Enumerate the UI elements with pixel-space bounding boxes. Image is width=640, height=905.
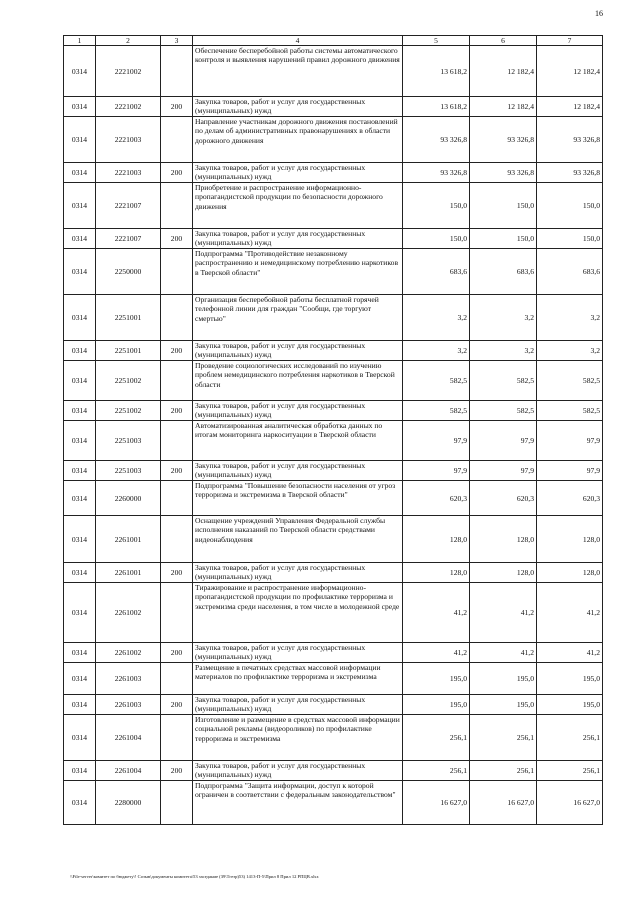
amount-col-7-cell: 128,0 xyxy=(537,563,603,583)
table-row xyxy=(64,715,603,761)
table-row xyxy=(64,341,603,361)
expense-type-cell: 200 xyxy=(161,163,193,183)
target-article-cell: 2221002 xyxy=(96,97,161,117)
amount-col-7-cell: 93 326,8 xyxy=(537,163,603,183)
amount-col-6-cell: 128,0 xyxy=(470,516,537,563)
amount-col-6-cell: 3,2 xyxy=(470,341,537,361)
section-code-cell: 0314 xyxy=(64,781,96,825)
table-row xyxy=(64,461,603,481)
target-article-cell: 2251001 xyxy=(96,341,161,361)
description-cell: Проведение социологических исследований по изучению проблем немедицинского потребления наркотиков в Тверской области xyxy=(193,361,403,401)
amount-col-7-cell: 683,6 xyxy=(537,249,603,295)
amount-col-6-cell: 620,3 xyxy=(470,481,537,516)
description-cell: Изготовление и размещение в средствах массовой информации социальной рекламы (видеороликов) по профилактике терроризма и экстремизма xyxy=(193,715,403,761)
target-article-cell: 2251002 xyxy=(96,361,161,401)
amount-col-7-cell: 195,0 xyxy=(537,695,603,715)
amount-col-5-cell: 13 618,2 xyxy=(403,97,470,117)
target-article-cell: 2261004 xyxy=(96,761,161,781)
expense-type-cell xyxy=(161,715,193,761)
amount-col-7-cell: 150,0 xyxy=(537,183,603,229)
expense-type-cell xyxy=(161,583,193,643)
amount-col-5-cell: 93 326,8 xyxy=(403,117,470,163)
section-code-cell: 0314 xyxy=(64,183,96,229)
target-article-cell: 2221007 xyxy=(96,229,161,249)
amount-col-5-cell: 582,5 xyxy=(403,361,470,401)
amount-col-6-cell: 128,0 xyxy=(470,563,537,583)
target-article-cell: 2261002 xyxy=(96,643,161,663)
table-row xyxy=(64,183,603,229)
target-article-cell: 2251003 xyxy=(96,421,161,461)
description-cell: Закупка товаров, работ и услуг для государственных (муниципальных) нужд xyxy=(193,563,403,583)
expense-type-cell: 200 xyxy=(161,695,193,715)
table-row xyxy=(64,163,603,183)
target-article-cell: 2261001 xyxy=(96,516,161,563)
section-code-cell: 0314 xyxy=(64,361,96,401)
expense-type-cell: 200 xyxy=(161,761,193,781)
amount-col-6-cell: 582,5 xyxy=(470,401,537,421)
table-row xyxy=(64,781,603,825)
expense-type-cell: 200 xyxy=(161,341,193,361)
amount-col-7-cell: 12 182,4 xyxy=(537,46,603,97)
expense-type-cell xyxy=(161,663,193,695)
description-cell: Закупка товаров, работ и услуг для государственных (муниципальных) нужд xyxy=(193,163,403,183)
amount-col-7-cell: 128,0 xyxy=(537,516,603,563)
table-row xyxy=(64,663,603,695)
description-cell: Оснащение учреждений Управления Федеральной службы исполнения наказаний по Тверской области средствами видеонаблюдения xyxy=(193,516,403,563)
amount-col-6-cell: 97,9 xyxy=(470,421,537,461)
page-number: 16 xyxy=(595,9,603,18)
amount-col-6-cell: 41,2 xyxy=(470,643,537,663)
amount-col-7-cell: 3,2 xyxy=(537,341,603,361)
description-cell: Закупка товаров, работ и услуг для государственных (муниципальных) нужд xyxy=(193,643,403,663)
amount-col-5-cell: 195,0 xyxy=(403,663,470,695)
target-article-cell: 2261002 xyxy=(96,583,161,643)
target-article-cell: 2221007 xyxy=(96,183,161,229)
expense-type-cell: 200 xyxy=(161,229,193,249)
section-code-cell: 0314 xyxy=(64,117,96,163)
section-code-cell: 0314 xyxy=(64,249,96,295)
amount-col-5-cell: 16 627,0 xyxy=(403,781,470,825)
amount-col-5-cell: 128,0 xyxy=(403,516,470,563)
description-cell: Автоматизированная аналитическая обработка данных по итогам мониторинга наркоситуации в Тверской области xyxy=(193,421,403,461)
header-col-2: 2 xyxy=(96,36,161,46)
table-row xyxy=(64,516,603,563)
section-code-cell: 0314 xyxy=(64,643,96,663)
expense-type-cell xyxy=(161,117,193,163)
amount-col-6-cell: 12 182,4 xyxy=(470,97,537,117)
expense-type-cell: 200 xyxy=(161,461,193,481)
description-cell: Закупка товаров, работ и услуг для государственных (муниципальных) нужд xyxy=(193,761,403,781)
amount-col-7-cell: 195,0 xyxy=(537,663,603,695)
expense-type-cell xyxy=(161,421,193,461)
amount-col-6-cell: 150,0 xyxy=(470,183,537,229)
header-col-7: 7 xyxy=(537,36,603,46)
expense-type-cell xyxy=(161,46,193,97)
amount-col-7-cell: 256,1 xyxy=(537,761,603,781)
amount-col-5-cell: 150,0 xyxy=(403,229,470,249)
header-row xyxy=(64,36,603,46)
header-col-3: 3 xyxy=(161,36,193,46)
target-article-cell: 2261003 xyxy=(96,663,161,695)
amount-col-5-cell: 620,3 xyxy=(403,481,470,516)
target-article-cell: 2221003 xyxy=(96,117,161,163)
amount-col-5-cell: 93 326,8 xyxy=(403,163,470,183)
amount-col-6-cell: 195,0 xyxy=(470,695,537,715)
section-code-cell: 0314 xyxy=(64,295,96,341)
description-cell: Направление участникам дорожного движения постановлений по делам об административных правонарушениях в области дорожного движения xyxy=(193,117,403,163)
section-code-cell: 0314 xyxy=(64,663,96,695)
amount-col-6-cell: 16 627,0 xyxy=(470,781,537,825)
section-code-cell: 0314 xyxy=(64,583,96,643)
amount-col-5-cell: 3,2 xyxy=(403,295,470,341)
table-row xyxy=(64,117,603,163)
description-cell: Закупка товаров, работ и услуг для государственных (муниципальных) нужд xyxy=(193,229,403,249)
amount-col-7-cell: 620,3 xyxy=(537,481,603,516)
amount-col-6-cell: 256,1 xyxy=(470,761,537,781)
section-code-cell: 0314 xyxy=(64,516,96,563)
target-article-cell: 2251003 xyxy=(96,461,161,481)
amount-col-7-cell: 582,5 xyxy=(537,361,603,401)
amount-col-7-cell: 97,9 xyxy=(537,461,603,481)
target-article-cell: 2251001 xyxy=(96,295,161,341)
amount-col-6-cell: 683,6 xyxy=(470,249,537,295)
section-code-cell: 0314 xyxy=(64,163,96,183)
amount-col-7-cell: 93 326,8 xyxy=(537,117,603,163)
table-row xyxy=(64,481,603,516)
table-row xyxy=(64,643,603,663)
amount-col-7-cell: 582,5 xyxy=(537,401,603,421)
expense-type-cell: 200 xyxy=(161,563,193,583)
target-article-cell: 2221003 xyxy=(96,163,161,183)
amount-col-5-cell: 256,1 xyxy=(403,761,470,781)
amount-col-6-cell: 256,1 xyxy=(470,715,537,761)
target-article-cell: 2250000 xyxy=(96,249,161,295)
expense-type-cell: 200 xyxy=(161,643,193,663)
amount-col-7-cell: 256,1 xyxy=(537,715,603,761)
amount-col-6-cell: 195,0 xyxy=(470,663,537,695)
target-article-cell: 2260000 xyxy=(96,481,161,516)
section-code-cell: 0314 xyxy=(64,401,96,421)
amount-col-6-cell: 93 326,8 xyxy=(470,163,537,183)
amount-col-6-cell: 41,2 xyxy=(470,583,537,643)
amount-col-6-cell: 12 182,4 xyxy=(470,46,537,97)
section-code-cell: 0314 xyxy=(64,461,96,481)
table-row xyxy=(64,229,603,249)
section-code-cell: 0314 xyxy=(64,481,96,516)
section-code-cell: 0314 xyxy=(64,563,96,583)
amount-col-6-cell: 3,2 xyxy=(470,295,537,341)
description-cell: Закупка товаров, работ и услуг для государственных (муниципальных) нужд xyxy=(193,695,403,715)
amount-col-5-cell: 683,6 xyxy=(403,249,470,295)
table-row xyxy=(64,583,603,643)
description-cell: Подпрограмма "Противодействие незаконному распространению и немедицинскому потреблению наркотиков в Тверской области" xyxy=(193,249,403,295)
expense-type-cell xyxy=(161,516,193,563)
header-col-6: 6 xyxy=(470,36,537,46)
table-row xyxy=(64,401,603,421)
section-code-cell: 0314 xyxy=(64,761,96,781)
target-article-cell: 2251002 xyxy=(96,401,161,421)
description-cell: Размещение в печатных средствах массовой информации материалов по профилактике терроризма и экстремизма xyxy=(193,663,403,695)
amount-col-7-cell: 41,2 xyxy=(537,583,603,643)
table-row xyxy=(64,46,603,97)
target-article-cell: 2261003 xyxy=(96,695,161,715)
description-cell: Обеспечение бесперебойной работы системы автоматического контроля и выявления нарушений правил дорожного движения xyxy=(193,46,403,97)
expense-type-cell xyxy=(161,361,193,401)
description-cell: Приобретение и распространение информационно-пропагандистской продукции по безопасности дорожного движения xyxy=(193,183,403,229)
amount-col-6-cell: 582,5 xyxy=(470,361,537,401)
amount-col-7-cell: 16 627,0 xyxy=(537,781,603,825)
section-code-cell: 0314 xyxy=(64,695,96,715)
amount-col-7-cell: 3,2 xyxy=(537,295,603,341)
section-code-cell: 0314 xyxy=(64,97,96,117)
amount-col-5-cell: 41,2 xyxy=(403,643,470,663)
amount-col-5-cell: 195,0 xyxy=(403,695,470,715)
amount-col-7-cell: 150,0 xyxy=(537,229,603,249)
description-cell: Закупка товаров, работ и услуг для государственных (муниципальных) нужд xyxy=(193,341,403,361)
table-row xyxy=(64,695,603,715)
section-code-cell: 0314 xyxy=(64,715,96,761)
header-col-5: 5 xyxy=(403,36,470,46)
description-cell: Тиражирование и распространение информационно-пропагандистской продукции по профилактике терроризма и экстремизма среди населения, в том числе в молодежной среде xyxy=(193,583,403,643)
header-col-1: 1 xyxy=(64,36,96,46)
table-row xyxy=(64,761,603,781)
amount-col-5-cell: 41,2 xyxy=(403,583,470,643)
amount-col-6-cell: 97,9 xyxy=(470,461,537,481)
expense-type-cell xyxy=(161,295,193,341)
amount-col-7-cell: 97,9 xyxy=(537,421,603,461)
description-cell: Закупка товаров, работ и услуг для государственных (муниципальных) нужд xyxy=(193,97,403,117)
amount-col-5-cell: 256,1 xyxy=(403,715,470,761)
target-article-cell: 2221002 xyxy=(96,46,161,97)
header-col-4: 4 xyxy=(193,36,403,46)
table-row xyxy=(64,97,603,117)
expense-type-cell xyxy=(161,781,193,825)
table-row xyxy=(64,249,603,295)
target-article-cell: 2261001 xyxy=(96,563,161,583)
description-cell: Закупка товаров, работ и услуг для государственных (муниципальных) нужд xyxy=(193,461,403,481)
target-article-cell: 2280000 xyxy=(96,781,161,825)
table-body xyxy=(64,46,603,825)
description-cell: Организация бесперебойной работы бесплатной горячей телефонной линии для граждан "Сообщи, где торгуют смертью" xyxy=(193,295,403,341)
amount-col-5-cell: 13 618,2 xyxy=(403,46,470,97)
description-cell: Закупка товаров, работ и услуг для государственных (муниципальных) нужд xyxy=(193,401,403,421)
expense-type-cell xyxy=(161,249,193,295)
amount-col-7-cell: 41,2 xyxy=(537,643,603,663)
amount-col-6-cell: 150,0 xyxy=(470,229,537,249)
expense-type-cell: 200 xyxy=(161,401,193,421)
amount-col-6-cell: 93 326,8 xyxy=(470,117,537,163)
section-code-cell: 0314 xyxy=(64,46,96,97)
expense-type-cell xyxy=(161,183,193,229)
footer-file-path: \\File-server\комитет по бюджету\! Созыв\документы комитета\53 заседание (39\Тгезр)53) 1413-П-5\Прил 8 Прил 12 РПЦВ.xlsx xyxy=(70,874,319,879)
description-cell: Подпрограмма "Защита информации, доступ к которой ограничен в соответствии с федеральным законодательством" xyxy=(193,781,403,825)
description-cell: Подпрограмма "Повышение безопасности населения от угроз терроризма и экстремизма в Тверской области" xyxy=(193,481,403,516)
table-row xyxy=(64,295,603,341)
table-row xyxy=(64,361,603,401)
amount-col-5-cell: 97,9 xyxy=(403,461,470,481)
table-row xyxy=(64,563,603,583)
section-code-cell: 0314 xyxy=(64,421,96,461)
expense-type-cell: 200 xyxy=(161,97,193,117)
section-code-cell: 0314 xyxy=(64,229,96,249)
amount-col-7-cell: 12 182,4 xyxy=(537,97,603,117)
amount-col-5-cell: 128,0 xyxy=(403,563,470,583)
expense-type-cell xyxy=(161,481,193,516)
table-row xyxy=(64,421,603,461)
budget-table xyxy=(63,35,603,825)
amount-col-5-cell: 582,5 xyxy=(403,401,470,421)
amount-col-5-cell: 97,9 xyxy=(403,421,470,461)
section-code-cell: 0314 xyxy=(64,341,96,361)
target-article-cell: 2261004 xyxy=(96,715,161,761)
amount-col-5-cell: 3,2 xyxy=(403,341,470,361)
amount-col-5-cell: 150,0 xyxy=(403,183,470,229)
